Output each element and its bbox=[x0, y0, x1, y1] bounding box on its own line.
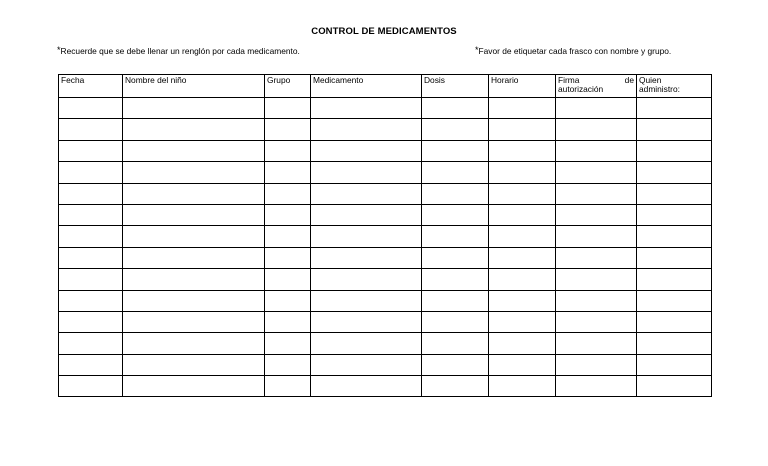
table-cell-horario bbox=[489, 119, 556, 140]
table-row bbox=[59, 354, 712, 375]
table-cell-grupo bbox=[265, 269, 311, 290]
column-header-medicamento: Medicamento bbox=[311, 75, 422, 98]
table-cell-firma-de-autorizacion bbox=[556, 269, 637, 290]
table-header-row bbox=[59, 75, 712, 98]
table-cell-dosis bbox=[422, 376, 489, 397]
table-cell-nombre-del-nino bbox=[123, 183, 265, 204]
table-row bbox=[59, 183, 712, 204]
table-cell-horario bbox=[489, 269, 556, 290]
table-cell-dosis bbox=[422, 162, 489, 183]
table-row bbox=[59, 162, 712, 183]
table-cell-quien-administro bbox=[637, 333, 712, 354]
column-header-fecha: Fecha bbox=[59, 75, 123, 98]
table-cell-firma-de-autorizacion bbox=[556, 226, 637, 247]
table-cell-firma-de-autorizacion bbox=[556, 354, 637, 375]
table-cell-nombre-del-nino bbox=[123, 226, 265, 247]
table-cell-horario bbox=[489, 311, 556, 332]
table-cell-quien-administro bbox=[637, 140, 712, 161]
table-cell-medicamento bbox=[311, 119, 422, 140]
table-cell-grupo bbox=[265, 119, 311, 140]
table-row bbox=[59, 204, 712, 225]
table-cell-firma-de-autorizacion bbox=[556, 290, 637, 311]
table-cell-horario bbox=[489, 376, 556, 397]
column-header-horario: Horario bbox=[489, 75, 556, 98]
form-title: CONTROL DE MEDICAMENTOS bbox=[311, 26, 457, 37]
table-cell-medicamento bbox=[311, 204, 422, 225]
table-cell-nombre-del-nino bbox=[123, 354, 265, 375]
asterisk-mark: * bbox=[475, 45, 479, 55]
table-cell-dosis bbox=[422, 140, 489, 161]
table-row bbox=[59, 140, 712, 161]
table-cell-grupo bbox=[265, 311, 311, 332]
table-cell-quien-administro bbox=[637, 119, 712, 140]
table-cell-fecha bbox=[59, 98, 123, 119]
table-cell-quien-administro bbox=[637, 376, 712, 397]
table-cell-fecha bbox=[59, 204, 123, 225]
table-cell-fecha bbox=[59, 269, 123, 290]
table-cell-nombre-del-nino bbox=[123, 333, 265, 354]
table-cell-medicamento bbox=[311, 290, 422, 311]
table-cell-firma-de-autorizacion bbox=[556, 183, 637, 204]
table-cell-grupo bbox=[265, 98, 311, 119]
table-cell-nombre-del-nino bbox=[123, 162, 265, 183]
table-cell-firma-de-autorizacion bbox=[556, 333, 637, 354]
table-cell-dosis bbox=[422, 354, 489, 375]
table-cell-nombre-del-nino bbox=[123, 290, 265, 311]
table-row bbox=[59, 226, 712, 247]
table-cell-medicamento bbox=[311, 140, 422, 161]
table-cell-quien-administro bbox=[637, 311, 712, 332]
table-cell-nombre-del-nino bbox=[123, 140, 265, 161]
table-cell-dosis bbox=[422, 226, 489, 247]
table-row bbox=[59, 247, 712, 268]
table-cell-dosis bbox=[422, 311, 489, 332]
table-cell-medicamento bbox=[311, 226, 422, 247]
table-cell-horario bbox=[489, 162, 556, 183]
table-cell-nombre-del-nino bbox=[123, 98, 265, 119]
table-cell-quien-administro bbox=[637, 290, 712, 311]
table-cell-nombre-del-nino bbox=[123, 376, 265, 397]
firma-header-word-firma: Firma bbox=[558, 75, 580, 85]
column-header-grupo: Grupo bbox=[265, 75, 311, 98]
table-row bbox=[59, 376, 712, 397]
instruction-note-text: Recuerde que se debe llenar un renglón por cada medicamento. bbox=[60, 46, 300, 56]
table-cell-fecha bbox=[59, 290, 123, 311]
table-cell-dosis bbox=[422, 269, 489, 290]
table-cell-medicamento bbox=[311, 354, 422, 375]
table-cell-quien-administro bbox=[637, 183, 712, 204]
instruction-note-label-bottles bbox=[475, 45, 671, 56]
table-cell-quien-administro bbox=[637, 98, 712, 119]
table-row bbox=[59, 311, 712, 332]
table-cell-quien-administro bbox=[637, 247, 712, 268]
table-cell-grupo bbox=[265, 226, 311, 247]
table-cell-dosis bbox=[422, 247, 489, 268]
table-cell-dosis bbox=[422, 98, 489, 119]
column-header-nombre-del-nino: Nombre del niño bbox=[123, 75, 265, 98]
firma-header-second-line: autorización bbox=[558, 84, 604, 94]
table-cell-firma-de-autorizacion bbox=[556, 376, 637, 397]
table-cell-medicamento bbox=[311, 269, 422, 290]
table-cell-fecha bbox=[59, 119, 123, 140]
table-cell-medicamento bbox=[311, 162, 422, 183]
table-cell-horario bbox=[489, 140, 556, 161]
table-cell-medicamento bbox=[311, 98, 422, 119]
table-cell-fecha bbox=[59, 376, 123, 397]
table-cell-dosis bbox=[422, 183, 489, 204]
medication-log-table bbox=[58, 74, 712, 397]
table-cell-grupo bbox=[265, 333, 311, 354]
instruction-note-text: Favor de etiquetar cada frasco con nombre y grupo. bbox=[478, 46, 672, 56]
table-cell-fecha bbox=[59, 162, 123, 183]
table-cell-medicamento bbox=[311, 183, 422, 204]
table-cell-dosis bbox=[422, 204, 489, 225]
table-cell-quien-administro bbox=[637, 226, 712, 247]
table-cell-fecha bbox=[59, 333, 123, 354]
column-header-dosis: Dosis bbox=[422, 75, 489, 98]
column-header-quien-administro bbox=[637, 75, 712, 98]
table-cell-fecha bbox=[59, 183, 123, 204]
quien-header-second-line: administro: bbox=[639, 84, 680, 94]
table-cell-grupo bbox=[265, 354, 311, 375]
table-cell-horario bbox=[489, 183, 556, 204]
table-cell-firma-de-autorizacion bbox=[556, 162, 637, 183]
table-cell-firma-de-autorizacion bbox=[556, 204, 637, 225]
table-cell-fecha bbox=[59, 354, 123, 375]
table-cell-grupo bbox=[265, 162, 311, 183]
table-cell-grupo bbox=[265, 140, 311, 161]
table-cell-nombre-del-nino bbox=[123, 204, 265, 225]
table-cell-fecha bbox=[59, 226, 123, 247]
table-cell-fecha bbox=[59, 247, 123, 268]
table-cell-firma-de-autorizacion bbox=[556, 247, 637, 268]
table-cell-medicamento bbox=[311, 376, 422, 397]
table-cell-medicamento bbox=[311, 311, 422, 332]
table-cell-fecha bbox=[59, 140, 123, 161]
table-cell-nombre-del-nino bbox=[123, 119, 265, 140]
table-cell-quien-administro bbox=[637, 204, 712, 225]
table-cell-quien-administro bbox=[637, 162, 712, 183]
column-header-firma-de-autorizacion bbox=[556, 75, 637, 98]
table-cell-horario bbox=[489, 98, 556, 119]
table-cell-fecha bbox=[59, 311, 123, 332]
table-cell-firma-de-autorizacion bbox=[556, 140, 637, 161]
table-cell-firma-de-autorizacion bbox=[556, 119, 637, 140]
table-cell-grupo bbox=[265, 376, 311, 397]
table-row bbox=[59, 269, 712, 290]
table-cell-nombre-del-nino bbox=[123, 269, 265, 290]
table-cell-medicamento bbox=[311, 333, 422, 354]
table-row bbox=[59, 290, 712, 311]
table-cell-dosis bbox=[422, 119, 489, 140]
table-cell-grupo bbox=[265, 204, 311, 225]
table-cell-dosis bbox=[422, 333, 489, 354]
table-cell-nombre-del-nino bbox=[123, 311, 265, 332]
table-cell-nombre-del-nino bbox=[123, 247, 265, 268]
instruction-note-one-row-per-medication bbox=[57, 45, 300, 56]
table-body bbox=[59, 98, 712, 397]
firma-header-word-de: de bbox=[624, 75, 634, 85]
table-cell-medicamento bbox=[311, 247, 422, 268]
table-row bbox=[59, 333, 712, 354]
table-cell-quien-administro bbox=[637, 269, 712, 290]
quien-header-first-line: Quien bbox=[639, 75, 662, 85]
table-cell-firma-de-autorizacion bbox=[556, 311, 637, 332]
asterisk-mark: * bbox=[57, 45, 61, 55]
table-cell-horario bbox=[489, 226, 556, 247]
table-cell-grupo bbox=[265, 247, 311, 268]
table-row bbox=[59, 119, 712, 140]
table-cell-horario bbox=[489, 354, 556, 375]
table-cell-horario bbox=[489, 247, 556, 268]
table-cell-firma-de-autorizacion bbox=[556, 98, 637, 119]
table-cell-horario bbox=[489, 204, 556, 225]
table-row bbox=[59, 98, 712, 119]
table-cell-horario bbox=[489, 290, 556, 311]
table-cell-grupo bbox=[265, 290, 311, 311]
table-cell-horario bbox=[489, 333, 556, 354]
table-cell-grupo bbox=[265, 183, 311, 204]
table-cell-dosis bbox=[422, 290, 489, 311]
table-cell-quien-administro bbox=[637, 354, 712, 375]
